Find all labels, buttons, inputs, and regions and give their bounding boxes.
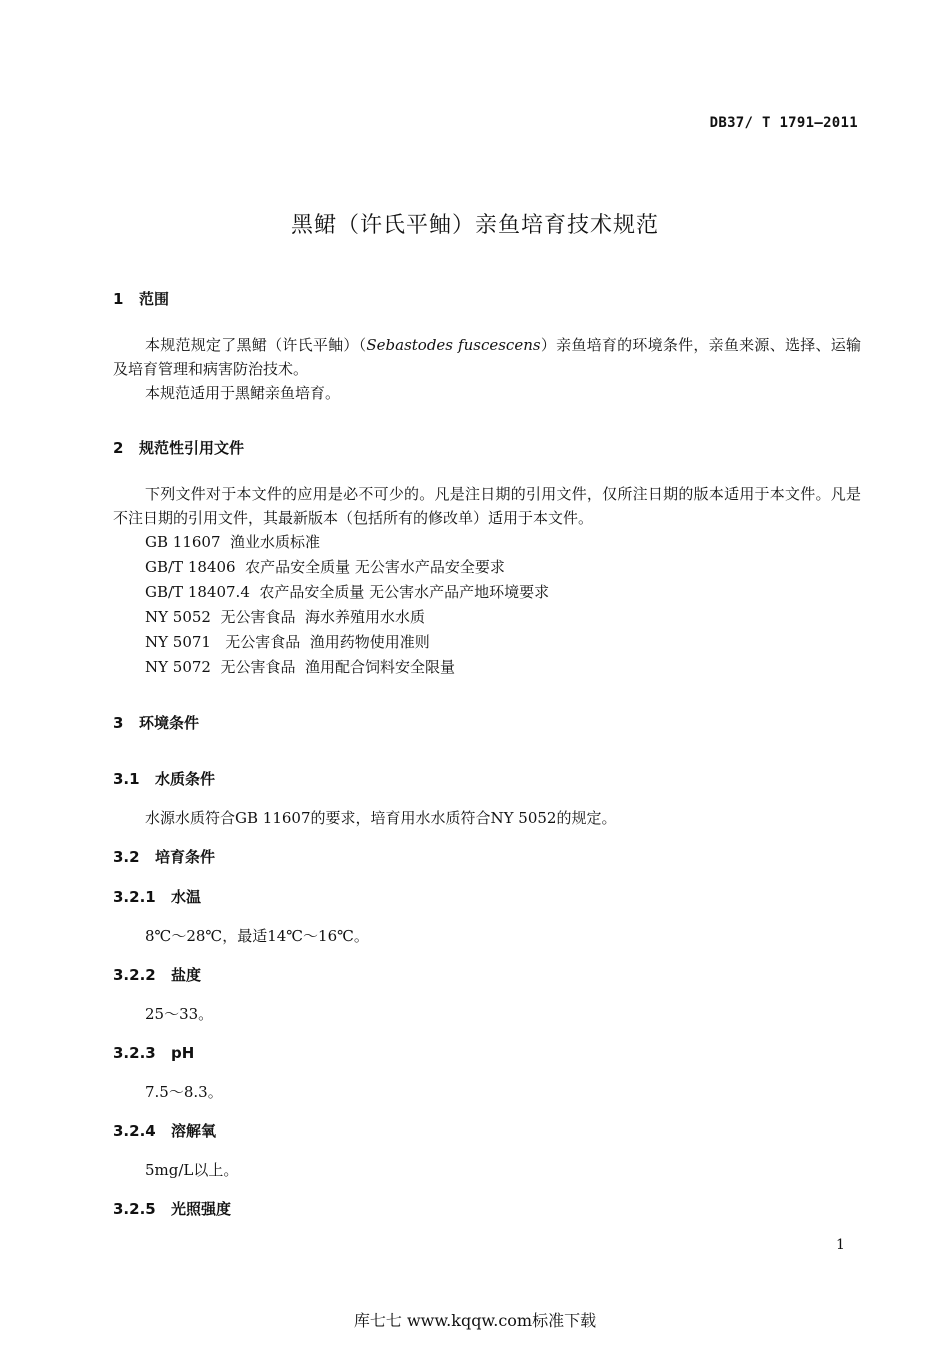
- scope-paragraph: 本规范规定了黑鲪（许氏平鲉）（Sebastodes fuscescens）亲鱼培育的环境条件，亲鱼来源、选择、运输及培育管理和病害防治技术。: [113, 336, 861, 378]
- scope-applicability: 本规范适用于黑鲪亲鱼培育。: [145, 384, 341, 402]
- reference-item: NY 5072 无公害食品 渔用配合饲料安全限量: [145, 658, 456, 676]
- section-3-2-1-heading: 3.2.1 水温: [113, 888, 202, 906]
- reference-item: GB/T 18407.4 农产品安全质量 无公害水产品产地环境要求: [145, 583, 550, 601]
- reference-item: GB/T 18406 农产品安全质量 无公害水产品安全要求: [145, 558, 505, 576]
- reference-item: GB 11607 渔业水质标准: [145, 533, 321, 551]
- section-3-1-heading: 3.1 水质条件: [113, 770, 216, 788]
- section-1-heading: [113, 286, 861, 312]
- section-number: 3: [113, 714, 124, 732]
- document-body: [113, 286, 861, 1222]
- reference-item: NY 5071 无公害食品 渔用药物使用准则: [145, 633, 430, 651]
- dissolved-oxygen-text: 5mg/L以上。: [145, 1161, 239, 1179]
- ph-text: 7.5～8.3。: [145, 1083, 223, 1101]
- section-3-2-3-heading: 3.2.3 pH: [113, 1044, 195, 1062]
- section-number: 2: [113, 439, 124, 457]
- section-title: 规范性引用文件: [139, 439, 245, 457]
- water-temperature-text: 8℃～28℃，最适14℃～16℃。: [145, 927, 369, 945]
- section-3-2-2-heading: 3.2.2 盐度: [113, 966, 202, 984]
- section-2-heading: [113, 435, 861, 461]
- reference-item: NY 5052 无公害食品 海水养殖用水水质: [145, 608, 426, 626]
- document-code: DB37/ T 1791—2011: [709, 115, 858, 131]
- section-title: 环境条件: [139, 714, 200, 732]
- latin-species-name: Sebastodes fuscescens: [366, 336, 541, 354]
- section-3-2-4-heading: 3.2.4 溶解氧: [113, 1122, 217, 1140]
- water-quality-text: 水源水质符合GB 11607的要求，培育用水水质符合NY 5052的规定。: [145, 809, 617, 827]
- salinity-text: 25～33。: [145, 1005, 214, 1023]
- section-3-2-5-heading: 3.2.5 光照强度: [113, 1200, 232, 1218]
- section-3-heading: [113, 710, 861, 736]
- document-title: 黑鲪（许氏平鲉）亲鱼培育技术规范: [290, 213, 659, 238]
- section-number: 1: [113, 290, 124, 308]
- section-3-2-heading: 3.2 培育条件: [113, 848, 216, 866]
- references-intro: 下列文件对于本文件的应用是必不可少的。凡是注日期的引用文件，仅所注日期的版本适用于本文件。凡是不注日期的引用文件，其最新版本（包括所有的修改单）适用于本文件。: [113, 485, 861, 527]
- page-number: 1: [836, 1237, 845, 1253]
- section-title: 范围: [139, 290, 170, 308]
- footer-watermark: 库七七 www.kqqw.com标准下载: [353, 1311, 597, 1330]
